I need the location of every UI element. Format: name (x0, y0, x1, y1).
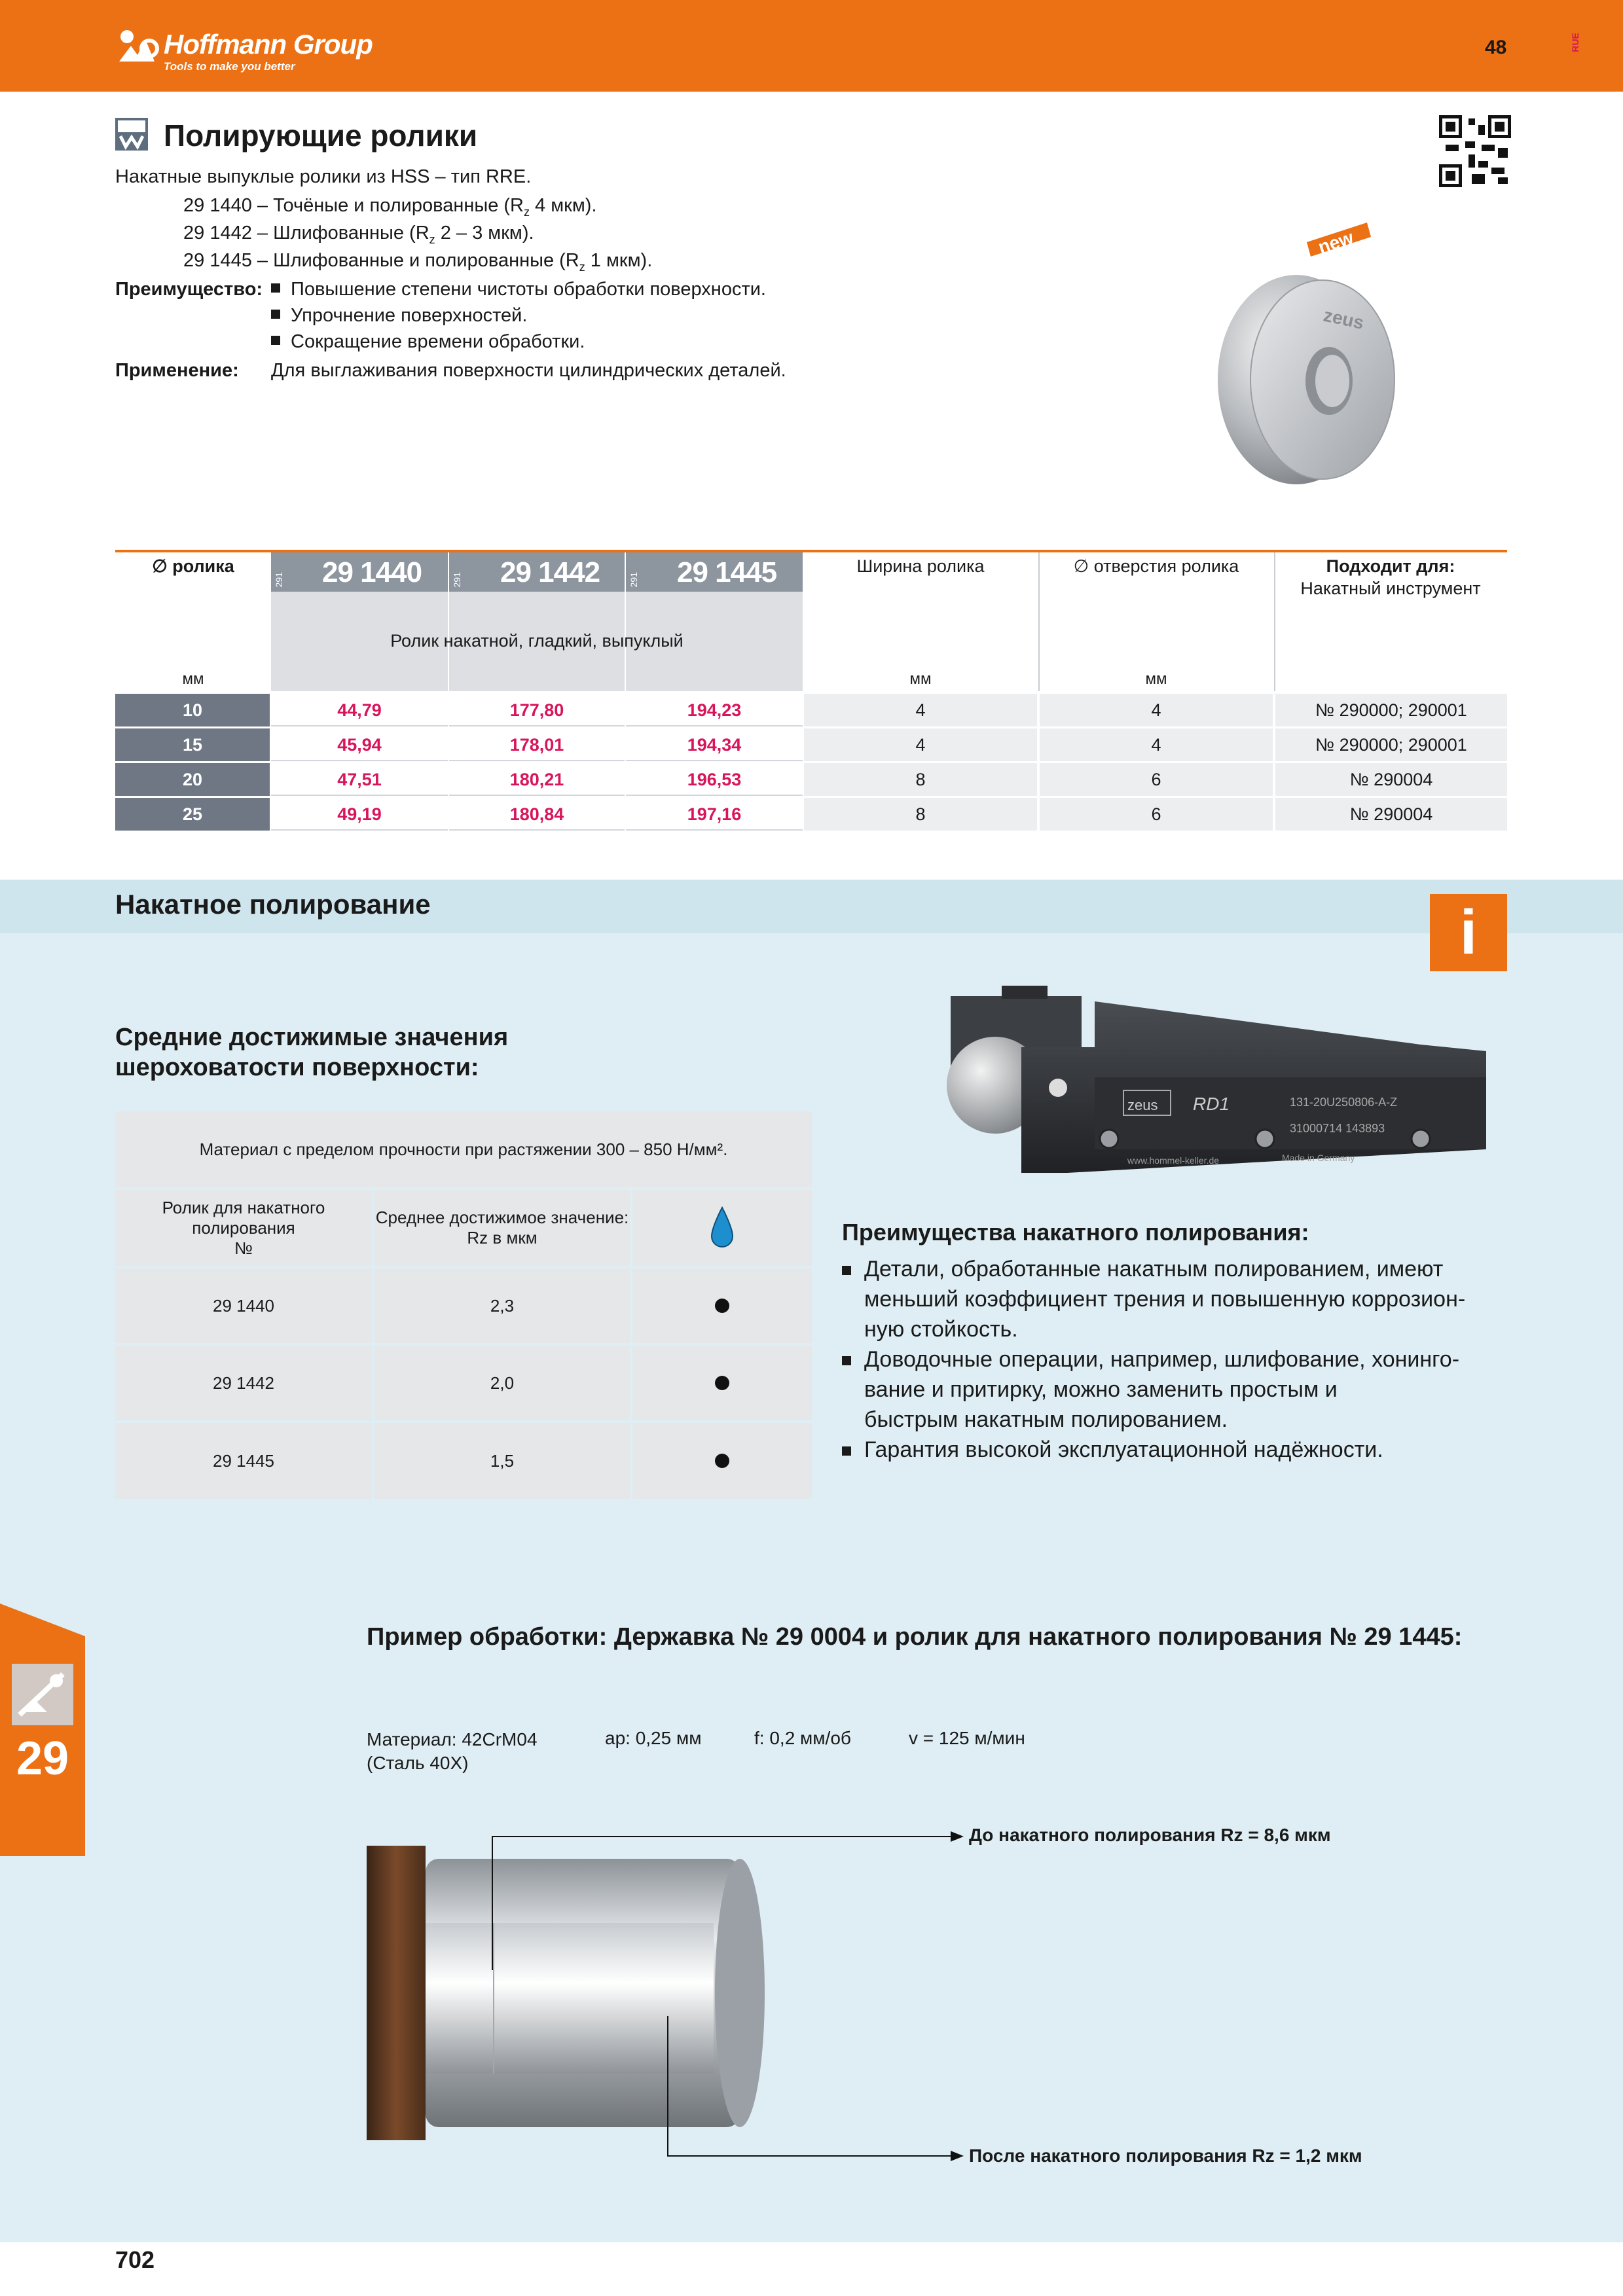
catalog-group-icon (115, 118, 148, 151)
code-prefix: 291 (274, 572, 284, 588)
advantage-text: Упрочнение поверхностей. (291, 305, 528, 326)
rz-value-cell: 2,0 (374, 1346, 630, 1420)
bullet-icon (271, 310, 280, 319)
language-code: RUE (1570, 33, 1580, 52)
benefits-list (842, 1254, 1510, 1465)
page-title: Полирующие ролики (164, 118, 478, 152)
price-cell[interactable]: 197,16 (626, 798, 803, 831)
benefit-line: быстрым накатным полированием. (864, 1407, 1228, 1432)
product-intro: Накатные выпуклые ролики из HSS – тип RRE. (115, 166, 532, 187)
holder-code: 131-20U250806-A-Z (1290, 1096, 1398, 1109)
application-label: Применение: (115, 360, 239, 381)
roughness-title-line: Средние достижимые значения (115, 1024, 509, 1051)
bore-cell: 6 (1040, 763, 1273, 796)
brand-tagline: Tools to make you better (164, 60, 295, 73)
roller-code-cell: 29 1440 (115, 1268, 372, 1343)
fits-cell: № 290000; 290001 (1275, 728, 1507, 761)
qr-code-icon[interactable] (1439, 115, 1511, 187)
variant-line (183, 250, 652, 274)
header-roller-line: № (234, 1238, 253, 1258)
holder-url: www.hommel-keller.de (1127, 1155, 1220, 1166)
dot-icon (714, 1452, 731, 1469)
before-label: До накатного полирования Rz = 8,6 мкм (969, 1825, 1331, 1845)
hoffmann-logo-icon (115, 26, 162, 63)
material-note: Материал с пределом прочности при растяжении 300 – 850 Н/мм². (199, 1139, 728, 1159)
divider (1274, 552, 1275, 691)
coolant-cell (632, 1268, 812, 1343)
price-cell[interactable]: 47,51 (271, 763, 448, 796)
material-line: Материал: 42CrM04 (367, 1729, 538, 1749)
code-column-header (449, 552, 626, 592)
info-section-title: Накатное полирование (115, 889, 431, 920)
unit-label: мм (1145, 670, 1167, 688)
bore-cell: 4 (1040, 694, 1273, 726)
header-drop-cell (632, 1190, 812, 1266)
fits-cell: № 290004 (1275, 763, 1507, 796)
width-cell: 8 (804, 763, 1037, 796)
code-label: 29 1440 (322, 556, 422, 588)
price-cell[interactable]: 44,79 (271, 694, 448, 726)
chapter-tab[interactable] (0, 1604, 85, 1856)
unit-label: мм (182, 670, 204, 688)
benefit-item (842, 1254, 1510, 1344)
dot-icon (714, 1374, 731, 1391)
material-note-cell (115, 1111, 812, 1187)
bore-cell: 6 (1040, 798, 1273, 831)
brand-name: Hoffmann Group (164, 29, 373, 60)
page-number: 702 (115, 2246, 155, 2273)
chapter-number: 29 (16, 1732, 69, 1785)
price-cell[interactable]: 45,94 (271, 728, 448, 761)
footer (0, 2242, 1623, 2296)
variant-tail: 2 – 3 мкм). (435, 223, 534, 243)
new-badge-icon (1303, 216, 1375, 262)
divider (625, 552, 626, 691)
divider (448, 552, 449, 691)
variant-code: 29 1445 – (183, 250, 268, 271)
header-roller-cell (115, 1190, 372, 1266)
roller-holder-image (923, 982, 1506, 1191)
variant-line (183, 223, 534, 247)
width-cell: 4 (804, 694, 1037, 726)
header-roller-line: Ролик для накатного полирования (162, 1197, 325, 1238)
width-cell: 4 (804, 728, 1037, 761)
col-fits-sub: Накатный инструмент (1300, 579, 1481, 598)
advantage-text: Повышение степени чистоты обработки поверхности. (291, 279, 766, 300)
header-value-line: Среднее достижимое значение: (375, 1208, 629, 1227)
param-f: f: 0,2 мм/об (754, 1728, 851, 1748)
rz-value-cell: 2,3 (374, 1268, 630, 1343)
holder-brand: zeus (1127, 1097, 1158, 1113)
code-prefix: 291 (629, 572, 639, 588)
variant-sub: z (429, 232, 435, 246)
rz-value-cell: 1,5 (374, 1423, 630, 1499)
roughness-title-line: шероховатости поверхности: (115, 1054, 479, 1081)
variant-code: 29 1442 – (183, 223, 268, 243)
price-cell[interactable]: 194,23 (626, 694, 803, 726)
badge-new: new (1315, 227, 1356, 258)
row-diameter: 10 (115, 694, 270, 726)
benefits-title: Преимущества накатного полирования: (842, 1219, 1309, 1246)
coolant-cell (632, 1423, 812, 1499)
header-value-line: Rz в мкм (467, 1228, 538, 1247)
coolant-cell (632, 1346, 812, 1420)
bullet-icon (271, 336, 280, 345)
bullet-icon (842, 1446, 851, 1456)
advantage-text: Сокращение времени обработки. (291, 331, 585, 352)
benefit-item (842, 1344, 1510, 1435)
advantage-item (271, 279, 766, 300)
header-value-cell (374, 1190, 630, 1266)
code-column-header (271, 552, 448, 592)
variant-sub: z (579, 260, 585, 274)
advantage-item (271, 331, 585, 353)
param-ap: ap: 0,25 мм (605, 1728, 702, 1748)
bullet-icon (842, 1356, 851, 1365)
page-number-top: 48 (1485, 37, 1507, 58)
price-cell[interactable]: 180,21 (449, 763, 625, 796)
col-bore: ∅ отверстия ролика (1073, 556, 1239, 576)
code-prefix: 291 (452, 572, 462, 588)
after-label: После накатного полирования Rz = 1,2 мкм (969, 2145, 1362, 2166)
variant-tail: 1 мкм). (585, 250, 653, 271)
code-column-header (626, 552, 803, 592)
benefit-line: вание и притирку, можно заменить простым и (864, 1377, 1338, 1402)
variant-code: 29 1440 – (183, 195, 268, 216)
price-cell[interactable]: 178,01 (449, 728, 625, 761)
table-subheader: Ролик накатной, гладкий, выпуклый (390, 631, 684, 651)
col-width: Ширина ролика (856, 556, 985, 576)
roller-code-cell: 29 1445 (115, 1423, 372, 1499)
advantage-label: Преимущество: (115, 279, 263, 300)
fits-cell: № 290004 (1275, 798, 1507, 831)
bullet-icon (842, 1266, 851, 1275)
variant-text: Точёные и полированные (R (273, 195, 524, 216)
price-cell[interactable]: 180,84 (449, 798, 625, 831)
coolant-drop-icon (709, 1205, 735, 1251)
price-cell[interactable]: 194,34 (626, 728, 803, 761)
roughness-title (115, 1022, 508, 1083)
param-v: v = 125 м/мин (909, 1728, 1025, 1748)
row-diameter: 20 (115, 763, 270, 796)
benefit-line: Гарантия высокой эксплуатационной надёжности. (864, 1437, 1383, 1462)
benefit-item (842, 1435, 1510, 1465)
holder-made: Made in Germany (1282, 1153, 1355, 1163)
dot-icon (714, 1297, 731, 1314)
material-block (367, 1728, 538, 1775)
variant-tail: 4 мкм). (530, 195, 597, 216)
width-cell: 8 (804, 798, 1037, 831)
callout-lines (484, 1820, 969, 2173)
variant-sub: z (524, 205, 530, 219)
info-icon: i (1430, 894, 1507, 971)
row-diameter: 25 (115, 798, 270, 831)
unit-label: мм (909, 670, 932, 688)
variant-line (183, 195, 597, 219)
holder-model: RD1 (1193, 1094, 1230, 1114)
variant-text: Шлифованные и полированные (R (273, 250, 579, 271)
row-diameter: 15 (115, 728, 270, 761)
benefit-line: меньший коэффициент трения и повышенную коррозион- (864, 1287, 1466, 1312)
code-label: 29 1442 (500, 556, 600, 588)
advantage-item (271, 305, 527, 327)
holder-serial: 31000714 143893 (1290, 1122, 1385, 1135)
bore-cell: 4 (1040, 728, 1273, 761)
price-cell[interactable]: 49,19 (271, 798, 448, 831)
benefit-line: ную стойкость. (864, 1317, 1018, 1342)
benefit-line: Доводочные операции, например, шлифование, хонинго- (864, 1347, 1460, 1372)
material-line: (Сталь 40X) (367, 1753, 469, 1773)
code-label: 29 1445 (677, 556, 777, 588)
price-cell[interactable]: 196,53 (626, 763, 803, 796)
bullet-icon (271, 283, 280, 293)
variant-text: Шлифованные (R (273, 223, 429, 243)
example-title: Пример обработки: Державка № 29 0004 и ролик для накатного полирования № 29 1445: (367, 1623, 1463, 1651)
roller-code-cell: 29 1442 (115, 1346, 372, 1420)
col-diameter: ∅ ролика (152, 556, 234, 576)
roller-marking: zeus (1321, 304, 1366, 333)
price-cell[interactable]: 177,80 (449, 694, 625, 726)
fits-cell: № 290000; 290001 (1275, 694, 1507, 726)
benefit-line: Детали, обработанные накатным полированием, имеют (864, 1257, 1444, 1282)
col-fits: Подходит для: (1326, 556, 1455, 576)
application-text: Для выглаживания поверхности цилиндрических деталей. (271, 360, 786, 381)
